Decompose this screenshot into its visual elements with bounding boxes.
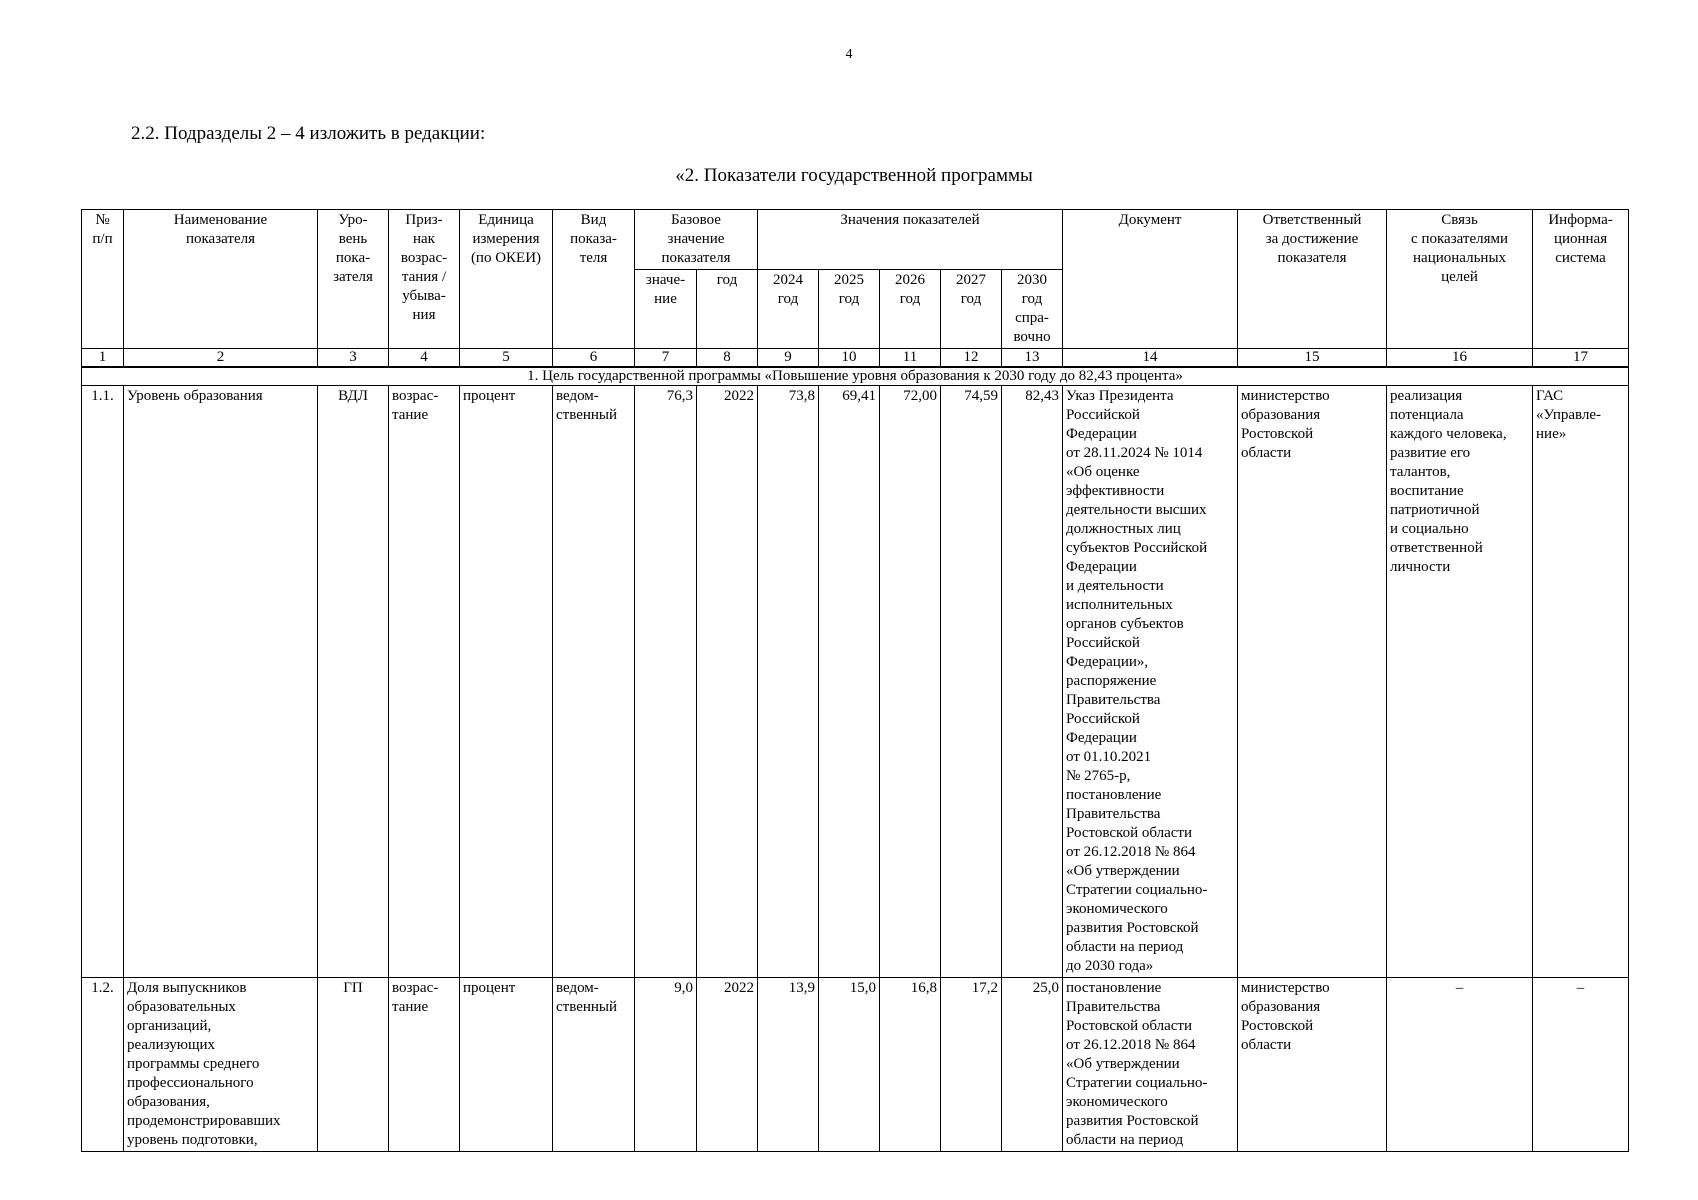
intro-text: 2.2. Подразделы 2 – 4 изложить в редакции: bbox=[131, 123, 486, 144]
row-name: Уровень образования bbox=[124, 386, 318, 978]
column-number: 14 bbox=[1063, 349, 1238, 368]
row-link: реализация потенциала каждого человека, развитие его талантов, воспитание патриотичной и социально ответственной личности bbox=[1387, 386, 1533, 978]
header-num: № п/п bbox=[82, 210, 124, 349]
goal-text: 1. Цель государственной программы «Повышение уровня образования к 2030 году до 82,43 процента» bbox=[82, 367, 1629, 386]
column-number: 3 bbox=[318, 349, 389, 368]
row-base-year: 2022 bbox=[697, 386, 758, 978]
row-value-2024: 73,8 bbox=[758, 386, 819, 978]
header-values: Значения показателей bbox=[758, 210, 1063, 270]
column-number: 11 bbox=[880, 349, 941, 368]
column-number: 13 bbox=[1002, 349, 1063, 368]
row-value-2026: 16,8 bbox=[880, 978, 941, 1152]
column-number: 10 bbox=[819, 349, 880, 368]
indicators-table bbox=[81, 209, 1629, 1152]
row-link: – bbox=[1387, 978, 1533, 1152]
row-type: ведом- ственный bbox=[553, 978, 635, 1152]
column-number: 1 bbox=[82, 349, 124, 368]
table-row bbox=[82, 386, 1629, 978]
header-name: Наименование показателя bbox=[124, 210, 318, 349]
header-2024: 2024 год bbox=[758, 270, 819, 349]
header-sign: Приз- нак возрас- тания / убыва- ния bbox=[389, 210, 460, 349]
column-number: 17 bbox=[1533, 349, 1629, 368]
header-2027: 2027 год bbox=[941, 270, 1002, 349]
row-value-2027: 74,59 bbox=[941, 386, 1002, 978]
column-number: 7 bbox=[635, 349, 697, 368]
row-value-2027: 17,2 bbox=[941, 978, 1002, 1152]
row-value-2030: 82,43 bbox=[1002, 386, 1063, 978]
column-number: 16 bbox=[1387, 349, 1533, 368]
header-type: Вид показа- теля bbox=[553, 210, 635, 349]
header-row-1 bbox=[82, 210, 1629, 270]
row-level: ГП bbox=[318, 978, 389, 1152]
section-title: «2. Показатели государственной программы bbox=[675, 165, 1033, 186]
table-row bbox=[82, 978, 1629, 1152]
header-base-value: значе- ние bbox=[635, 270, 697, 349]
column-number: 5 bbox=[460, 349, 553, 368]
row-unit: процент bbox=[460, 978, 553, 1152]
row-document: постановление Правительства Ростовской области от 26.12.2018 № 864 «Об утверждении Стратегии социально- экономического развития Ростовской области на период bbox=[1063, 978, 1238, 1152]
header-base-year: год bbox=[697, 270, 758, 349]
row-base-value: 76,3 bbox=[635, 386, 697, 978]
row-sign: возрас- тание bbox=[389, 978, 460, 1152]
row-infosystem: ГАС «Управле- ние» bbox=[1533, 386, 1629, 978]
row-value-2025: 15,0 bbox=[819, 978, 880, 1152]
row-base-year: 2022 bbox=[697, 978, 758, 1152]
column-number: 8 bbox=[697, 349, 758, 368]
row-sign: возрас- тание bbox=[389, 386, 460, 978]
header-level: Уро- вень пока- зателя bbox=[318, 210, 389, 349]
row-document: Указ Президента Российской Федерации от 28.11.2024 № 1014 «Об оценке эффективности деятельности высших должностных лиц субъектов Российской Федерации и деятельности исполнительных органов субъектов Российской Федерации», распоряжение Правительства Российской Федерации от 01.10.2021 № 2765-р, постановление Правительства Ростовской области от 26.12.2018 № 864 «Об утверждении Стратегии социально- экономического развития Ростовской области на период до 2030 года» bbox=[1063, 386, 1238, 978]
column-number: 15 bbox=[1238, 349, 1387, 368]
column-number: 9 bbox=[758, 349, 819, 368]
header-base: Базовое значение показателя bbox=[635, 210, 758, 270]
header-document: Документ bbox=[1063, 210, 1238, 349]
goal-row bbox=[82, 367, 1629, 386]
row-num: 1.1. bbox=[82, 386, 124, 978]
header-responsible: Ответственный за достижение показателя bbox=[1238, 210, 1387, 349]
column-number: 4 bbox=[389, 349, 460, 368]
row-base-value: 9,0 bbox=[635, 978, 697, 1152]
header-2025: 2025 год bbox=[819, 270, 880, 349]
row-num: 1.2. bbox=[82, 978, 124, 1152]
row-unit: процент bbox=[460, 386, 553, 978]
row-value-2030: 25,0 bbox=[1002, 978, 1063, 1152]
row-responsible: министерство образования Ростовской области bbox=[1238, 978, 1387, 1152]
header-2026: 2026 год bbox=[880, 270, 941, 349]
column-number: 12 bbox=[941, 349, 1002, 368]
row-level: ВДЛ bbox=[318, 386, 389, 978]
page-number: 4 bbox=[845, 47, 853, 62]
header-link: Связь с показателями национальных целей bbox=[1387, 210, 1533, 349]
row-value-2025: 69,41 bbox=[819, 386, 880, 978]
header-2030: 2030 год спра- вочно bbox=[1002, 270, 1063, 349]
row-infosystem: – bbox=[1533, 978, 1629, 1152]
column-number: 2 bbox=[124, 349, 318, 368]
row-name: Доля выпускников образовательных организаций, реализующих программы среднего профессионального образования, продемонстрировавших уровень подготовки, bbox=[124, 978, 318, 1152]
row-responsible: министерство образования Ростовской области bbox=[1238, 386, 1387, 978]
column-number-row bbox=[82, 349, 1629, 368]
row-type: ведом- ственный bbox=[553, 386, 635, 978]
column-number: 6 bbox=[553, 349, 635, 368]
row-value-2026: 72,00 bbox=[880, 386, 941, 978]
header-unit: Единица измерения (по ОКЕИ) bbox=[460, 210, 553, 349]
header-infosystem: Информа- ционная система bbox=[1533, 210, 1629, 349]
row-value-2024: 13,9 bbox=[758, 978, 819, 1152]
